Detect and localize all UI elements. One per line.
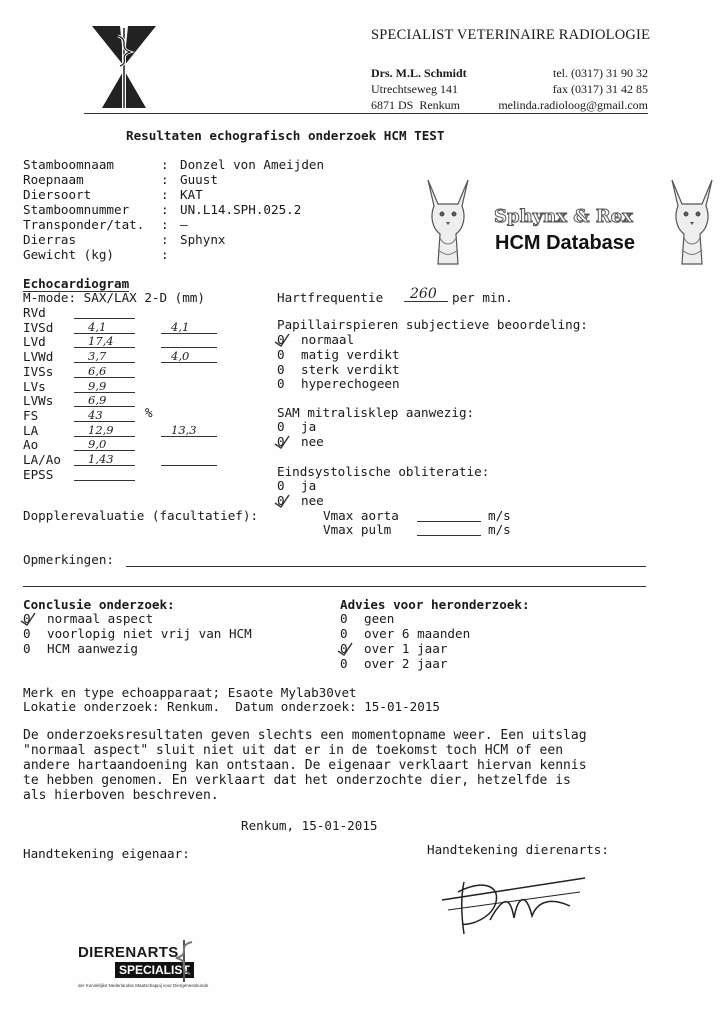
animal-field-label: Stamboomnaam (23, 157, 114, 172)
vmax-pulm-field[interactable] (417, 535, 481, 536)
option-label: over 1 jaar (364, 641, 448, 656)
echo-value-field-2[interactable] (161, 349, 217, 364)
animal-field-label: Roepnaam (23, 172, 84, 187)
echo-value-field[interactable] (74, 393, 135, 408)
sign-vet-label: Handtekening dierenarts: (427, 842, 609, 857)
option-marker: 0 (277, 346, 285, 362)
echo-row-label: LVd (23, 334, 46, 350)
echo-value-field-2[interactable] (161, 422, 217, 437)
location-line: Lokatie onderzoek: Renkum. Datum onderzoek: 15-01-2015 (23, 699, 441, 714)
echo-value-2: 4,0 (171, 349, 190, 364)
option-marker: 0 (340, 626, 348, 641)
database-logo-line1: Sphynx & Rex (494, 206, 633, 227)
disclaimer-line: andere hartaandoening kan ontstaan. De eigenaar verklaart hiervan kennis (23, 758, 587, 773)
option-marker: 0 (277, 332, 285, 347)
echo-value-1: 43 (88, 407, 103, 422)
animal-field-colon: : (161, 232, 169, 247)
option-label: normaal (301, 332, 355, 347)
vmax-aorta-field[interactable] (417, 521, 481, 522)
option-marker: 0 (277, 433, 285, 449)
sign-owner-label: Handtekening eigenaar: (23, 846, 190, 861)
caduceus-icon (172, 936, 196, 984)
animal-field-label: Stamboomnummer (23, 202, 130, 217)
remarks-label: Opmerkingen: (23, 552, 114, 567)
echo-value-1: 1,43 (88, 452, 114, 466)
echo-mode: M-mode: SAX/LAX 2-D (mm) (23, 290, 205, 305)
checked-mark-icon (273, 493, 291, 509)
footer-logo-tagline: der Koninklijke Nederlandse Maatschappij voor Diergeneeskunde (78, 983, 209, 988)
option-marker: 0 (277, 376, 285, 392)
echo-row-label: RVd (23, 305, 46, 320)
remarks-line-2[interactable] (23, 586, 646, 587)
animal-field-colon: : (161, 187, 169, 202)
echo-value-1: 9,9 (88, 378, 107, 393)
animal-field-colon: : (161, 247, 169, 262)
doppler-label: Dopplerevaluatie (facultatief): (23, 508, 259, 523)
heart-rate-value: 260 (410, 286, 437, 302)
vmax-pulm-unit: m/s (488, 522, 511, 537)
option-label: matig verdikt (301, 346, 400, 362)
echo-value-1: 4,1 (88, 319, 107, 334)
echo-row-label: Ao (23, 437, 39, 453)
option-label: nee (301, 492, 324, 508)
animal-field-value[interactable]: UN.L14.SPH.025.2 (180, 202, 302, 217)
echo-value-field-2[interactable] (161, 465, 217, 466)
database-logo-line2: HCM Database (495, 232, 636, 254)
option-label: geen (364, 611, 395, 626)
echo-row-label: EPSS (23, 466, 54, 482)
conclusion-heading: Conclusie onderzoek: (23, 597, 175, 612)
option-label: hyperechogeen (301, 376, 400, 392)
letterhead-fax: fax (0317) 31 42 85 (552, 82, 648, 96)
device-line: Merk en type echoapparaat; Esaote Mylab30vet (23, 685, 357, 700)
echo-value-field[interactable] (74, 452, 135, 466)
fs-unit: % (145, 405, 153, 420)
option-label: over 6 maanden (364, 626, 471, 641)
option-label: sterk verdikt (301, 361, 400, 377)
sphynx-cat-right-icon (664, 176, 720, 268)
option-marker: 0 (23, 611, 31, 626)
echo-row-label: LA/Ao (23, 452, 61, 467)
checked-mark-icon (273, 332, 291, 348)
animal-field-value[interactable]: Sphynx (180, 232, 226, 247)
vmax-aorta-unit: m/s (488, 508, 511, 523)
animal-field-label: Transponder/tat. (23, 217, 145, 232)
animal-field-colon: : (161, 172, 169, 187)
disclaimer-line: te hebben genomen. En verklaart dat het onderzochte dier, hetzelfde is (23, 773, 571, 788)
letterhead-divider (84, 113, 648, 114)
option-marker: 0 (277, 478, 285, 493)
footer-logo-line1: DIERENARTS (78, 944, 179, 961)
option-marker: 0 (277, 361, 285, 377)
echo-value-1: 3,7 (88, 349, 107, 364)
checked-mark-icon (336, 641, 354, 657)
letterhead-email[interactable]: melinda.radioloog@gmail.com (498, 98, 648, 112)
echo-value-2: 13,3 (171, 422, 197, 437)
animal-field-colon: : (161, 202, 169, 217)
option-label: ja (301, 478, 317, 493)
option-marker: 0 (277, 419, 285, 434)
option-marker: 0 (340, 656, 348, 671)
echo-row-label: FS (23, 407, 39, 423)
radiology-logo-icon (84, 22, 164, 108)
option-label: over 2 jaar (364, 656, 448, 671)
option-label: nee (301, 433, 324, 449)
disclaimer-line: De onderzoeksresultaten geven slechts een momentopname weer. Een uitslag (23, 728, 587, 743)
option-label: normaal aspect (47, 611, 154, 626)
oblit-label: Eindsystolische obliteratie: (277, 464, 490, 479)
option-label: HCM aanwezig (47, 641, 138, 656)
place-date: Renkum, 15-01-2015 (241, 818, 378, 833)
checked-mark-icon (273, 434, 291, 450)
echo-heading: Echocardiogram (23, 276, 130, 291)
echo-row-label: LVs (23, 378, 46, 394)
echo-value-2: 4,1 (171, 319, 190, 334)
echo-value-1: 6,9 (88, 393, 107, 408)
papillary-label: Papillairspieren subjectieve beoordeling: (277, 317, 588, 332)
animal-field-value[interactable]: Donzel von Ameijden (180, 157, 325, 172)
option-marker: 0 (340, 611, 348, 626)
animal-field-value[interactable]: KAT (180, 187, 203, 202)
disclaimer-line: "normaal aspect" sluit niet uit dat er in de toekomst toch HCM of een (23, 743, 564, 758)
option-marker: 0 (23, 626, 31, 641)
option-label: voorlopig niet vrij van HCM (47, 626, 252, 641)
option-marker: 0 (340, 641, 348, 656)
animal-field-value[interactable]: Guust (180, 172, 218, 187)
echo-row-label: LVWs (23, 393, 54, 409)
vmax-aorta-label: Vmax aorta (323, 508, 399, 523)
letterhead-tel: tel. (0317) 31 90 32 (553, 66, 648, 80)
echo-row-label: IVSs (23, 363, 54, 379)
animal-field-label: Gewicht (kg) (23, 247, 114, 262)
letterhead-city: 6871 DS Renkum (371, 98, 461, 112)
animal-field-label: Dierras (23, 232, 77, 247)
echo-value-1: 12,9 (88, 422, 114, 437)
remarks-line-1[interactable] (126, 566, 646, 567)
checked-mark-icon (19, 611, 37, 627)
option-label: ja (301, 419, 317, 434)
animal-field-label: Diersoort (23, 187, 92, 202)
letterhead-title: SPECIALIST VETERINAIRE RADIOLOGIE (371, 27, 651, 43)
document-title: Resultaten echografisch onderzoek HCM TEST (126, 128, 445, 143)
echo-row-label: LVWd (23, 349, 54, 365)
animal-field-value[interactable]: — (180, 217, 188, 232)
letterhead-street: Utrechtseweg 141 (371, 82, 458, 96)
advice-heading: Advies voor heronderzoek: (340, 597, 530, 612)
echo-value-field[interactable] (74, 480, 135, 481)
echo-value-1: 6,6 (88, 363, 107, 378)
echo-value-1: 9,0 (88, 437, 107, 452)
heart-rate-label: Hartfrequentie (277, 290, 384, 305)
footer-logo-line2: SPECIALIST (115, 962, 194, 978)
disclaimer-line: als hierboven beschreven. (23, 788, 219, 803)
sphynx-cat-left-icon (420, 176, 476, 268)
echo-row-label: LA (23, 422, 39, 438)
vet-signature-icon (440, 870, 590, 940)
animal-field-colon: : (161, 217, 169, 232)
option-marker: 0 (277, 492, 285, 508)
letterhead-name: Drs. M.L. Schmidt (371, 66, 467, 80)
echo-value-1: 17,4 (88, 334, 114, 349)
heart-rate-unit: per min. (452, 290, 513, 305)
echo-row-label: IVSd (23, 319, 54, 335)
animal-field-colon: : (161, 157, 169, 172)
vmax-pulm-label: Vmax pulm (323, 522, 392, 537)
option-marker: 0 (23, 641, 31, 656)
echo-value-field-2[interactable] (161, 319, 217, 334)
sam-label: SAM mitralisklep aanwezig: (277, 405, 475, 420)
